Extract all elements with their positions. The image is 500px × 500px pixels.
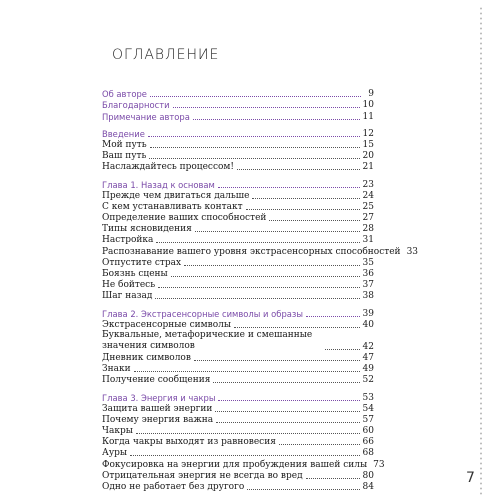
toc-entry xyxy=(102,447,374,458)
toc-entry xyxy=(102,470,374,481)
toc-entry xyxy=(102,290,374,301)
toc-entry-label: Наслаждайтесь процессом! xyxy=(102,162,235,173)
toc-entry xyxy=(102,403,374,414)
dot-leader xyxy=(269,219,359,221)
toc-entry-page: 11 xyxy=(362,111,374,122)
toc-entry-page: 60 xyxy=(362,426,374,437)
dot-leader xyxy=(252,197,359,199)
dot-leader xyxy=(213,381,359,383)
toc-entry xyxy=(102,201,374,212)
toc-entry-page: 54 xyxy=(362,403,374,414)
dot-leader xyxy=(218,186,360,188)
toc-entry-label: Настройка xyxy=(102,235,154,246)
toc-entry-page: 25 xyxy=(362,201,374,212)
dot-leader xyxy=(306,315,360,317)
toc-entry xyxy=(102,279,374,290)
toc-entry xyxy=(102,212,374,223)
toc-entry xyxy=(102,234,374,245)
toc-entry-page: 40 xyxy=(362,319,374,330)
toc-entry-label: Благодарности xyxy=(102,100,170,111)
dot-leader xyxy=(306,477,360,479)
toc-entry xyxy=(102,257,374,268)
toc-entry-page: 15 xyxy=(362,139,374,150)
toc-section-entry xyxy=(102,391,374,402)
dot-leader xyxy=(218,399,359,401)
toc-entry-page: 42 xyxy=(362,341,374,352)
toc-entry xyxy=(102,374,374,385)
toc-entry-label: Примечание автора xyxy=(102,111,190,122)
toc-entry-page: 23 xyxy=(362,179,374,190)
toc-entry-page: 57 xyxy=(362,414,374,425)
toc-entry-label: Одно не работает без другого xyxy=(102,482,245,492)
toc-entry xyxy=(102,268,374,279)
dot-leader xyxy=(216,421,359,423)
dot-leader xyxy=(155,297,359,299)
toc-entry-page: 39 xyxy=(362,308,374,319)
toc-entry-label: Экстрасенсорные символы xyxy=(102,319,231,330)
toc-entry-label: Мой путь xyxy=(102,139,147,150)
toc-entry xyxy=(102,150,374,161)
toc-entry xyxy=(102,458,385,470)
toc-entry-page: 21 xyxy=(362,162,374,173)
dot-leader xyxy=(195,230,360,232)
dot-leader xyxy=(247,488,359,490)
toc-entry-label: Введение xyxy=(102,128,145,139)
toc-entry-page: 27 xyxy=(362,213,374,224)
toc-entry-label: Отрицательная энергия не всегда во вред xyxy=(102,470,303,481)
dot-leader xyxy=(184,264,359,266)
dot-leader xyxy=(134,370,360,372)
dot-leader xyxy=(173,106,360,108)
dot-leader xyxy=(171,275,360,277)
toc-entry-label: Боязнь сцены xyxy=(102,269,168,279)
dot-leader xyxy=(194,359,360,361)
toc-entry-page: 12 xyxy=(362,128,374,139)
page-title: оглавление xyxy=(112,40,220,64)
toc-section-entry xyxy=(102,99,374,110)
toc-entry xyxy=(102,425,374,436)
toc-entry-label: Типы ясновидения xyxy=(102,224,192,235)
dot-leader xyxy=(193,118,360,120)
toc-section-entry xyxy=(102,128,374,139)
toc-entry-page: 36 xyxy=(362,269,374,279)
dot-leader xyxy=(136,432,360,434)
dot-leader xyxy=(156,241,359,243)
dot-leader xyxy=(215,410,359,412)
toc-entry-page: 35 xyxy=(362,257,374,268)
toc-entry xyxy=(102,139,374,150)
toc-entry-page: 28 xyxy=(362,224,374,235)
toc-entry-page: 33 xyxy=(406,246,419,257)
toc-entry-page: 9 xyxy=(368,89,374,100)
toc-entry-label: Прежде чем двигаться дальше xyxy=(102,190,250,201)
toc-entry-label: Шаг назад xyxy=(102,291,153,302)
toc-entry xyxy=(102,319,374,330)
dotted-margin-line xyxy=(480,6,482,496)
dot-leader xyxy=(234,326,360,328)
toc-entry-label: Почему энергия важна xyxy=(102,414,214,425)
toc-section-entry xyxy=(102,178,374,189)
dot-leader xyxy=(149,157,359,159)
toc-section-entry xyxy=(102,88,374,99)
toc-entry-page: 10 xyxy=(362,100,374,111)
toc-entry-page: 49 xyxy=(362,364,374,375)
toc-entry-label: Буквальные, метафорические и смешанные значения символов xyxy=(102,329,313,351)
toc-section-entry xyxy=(102,307,374,318)
toc-entry-label: Знаки xyxy=(102,364,131,375)
dot-leader xyxy=(130,454,360,456)
toc-entry-page: 52 xyxy=(362,375,374,386)
toc-entry-label: С кем устанавливать контакт xyxy=(102,201,243,212)
page-number: 7 xyxy=(466,470,475,486)
toc-entry-label: Дневник символов xyxy=(102,352,191,363)
toc-entry xyxy=(102,481,374,492)
toc-entry xyxy=(102,352,374,363)
toc-entry xyxy=(102,245,419,257)
toc-entry-label: Отпустите страх xyxy=(102,257,182,268)
toc-entry-label: Фокусировка на энергии для пробуждения вашей силы xyxy=(102,459,368,470)
toc-entry-label: Глава 3. Энергия и чакры xyxy=(102,392,216,403)
toc-entry-label: Получение сообщения xyxy=(102,375,211,386)
dot-leader xyxy=(325,348,360,350)
toc-entry-label: Чакры xyxy=(102,426,133,437)
toc-entry xyxy=(102,414,374,425)
toc-entry xyxy=(102,330,374,352)
dot-leader xyxy=(237,168,360,170)
toc-entry-label: Когда чакры выходят из равновесия xyxy=(102,437,276,448)
toc-entry xyxy=(102,363,374,374)
toc-entry-label: Распознавание вашего уровня экстрасенсорных способностей xyxy=(102,246,401,257)
toc-entry-page: 66 xyxy=(362,437,374,448)
toc-entry xyxy=(102,436,374,447)
toc-entry-label: Защита вашей энергии xyxy=(102,403,213,414)
dot-leader xyxy=(148,135,360,137)
toc-section-entry xyxy=(102,110,374,121)
table-of-contents xyxy=(102,88,419,492)
toc-entry xyxy=(102,161,374,172)
toc-entry-label: Об авторе xyxy=(102,89,147,100)
toc-entry-page: 37 xyxy=(362,280,374,291)
toc-entry-label: Глава 2. Экстрасенсорные символы и образы xyxy=(102,308,303,319)
toc-entry-page: 47 xyxy=(362,352,374,363)
toc-entry-page: 20 xyxy=(362,151,374,162)
toc-entry-page: 31 xyxy=(362,235,374,246)
toc-entry-page: 73 xyxy=(373,459,385,470)
toc-entry-label: Не бойтесь xyxy=(102,280,156,291)
toc-entry-page: 24 xyxy=(362,190,374,201)
toc-entry-page: 68 xyxy=(362,448,374,459)
toc-entry-page: 38 xyxy=(362,291,374,302)
toc-entry-label: Ваш путь xyxy=(102,151,147,162)
dot-leader xyxy=(150,95,361,97)
toc-entry-page: 80 xyxy=(362,470,374,481)
toc-entry-page: 84 xyxy=(362,482,374,492)
dot-leader xyxy=(150,146,360,148)
toc-entry-label: Ауры xyxy=(102,448,128,459)
toc-entry-label: Глава 1. Назад к основам xyxy=(102,179,215,190)
dot-leader xyxy=(158,286,359,288)
dot-leader xyxy=(279,443,360,445)
toc-entry xyxy=(102,190,374,201)
dot-leader xyxy=(246,208,360,210)
toc-entry xyxy=(102,223,374,234)
toc-entry-page: 53 xyxy=(362,392,374,403)
toc-entry-label: Определение ваших способностей xyxy=(102,213,267,224)
